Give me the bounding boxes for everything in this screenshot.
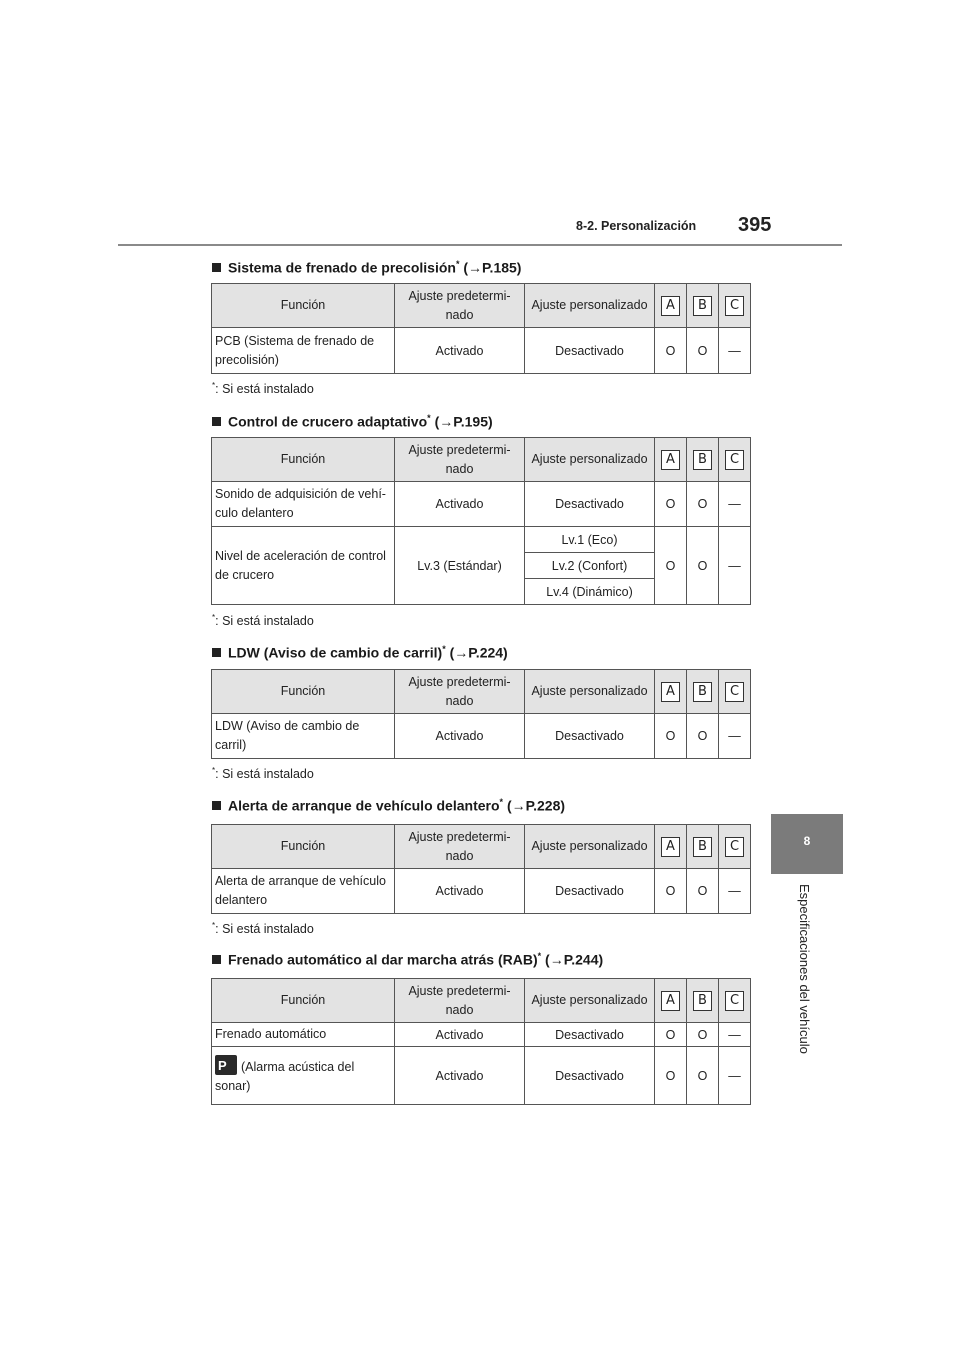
table-header-row [212,284,751,328]
cell-pers-option: Lv.1 (Eco) [525,527,655,553]
cell-pers: Desactivado [525,1023,655,1047]
footnote: *: Si está instalado [212,381,314,397]
square-bullet-icon [212,955,221,964]
section-title-pcb: Sistema de frenado de precolisión* (→P.185) [212,259,521,276]
cell-predet: Activado [395,1023,525,1047]
col-header-a: A [661,682,680,702]
cell-b: O [687,1023,719,1047]
cell-b: O [687,1047,719,1105]
cell-a: O [655,1023,687,1047]
table-header-row [212,825,751,869]
col-header-a: A [661,296,680,316]
col-header-funcion: Función [212,438,395,482]
chapter-tab [771,814,843,874]
cell-c: — [719,1047,751,1105]
col-header-ajuste-pers: Ajuste personalizado [525,670,655,714]
cell-pers: Desactivado [525,328,655,374]
col-header-b: B [693,837,712,857]
cell-pers: Desactivado [525,869,655,914]
cell-b: O [687,482,719,527]
col-header-c: C [725,450,744,470]
section-title-rab: Frenado automático al dar marcha atrás (RAB)* (→P.244) [212,951,603,968]
cell-a: O [655,869,687,914]
cell-funcion: Alerta de arranque de vehículo delantero [212,869,395,914]
cell-pers: Desactivado [525,1047,655,1105]
col-header-c: C [725,682,744,702]
col-header-a: A [661,991,680,1011]
footnote: *: Si está instalado [212,921,314,937]
section-title-alerta-arranque: Alerta de arranque de vehículo delantero* (→P.228) [212,797,565,814]
settings-table-acc [211,437,751,605]
cell-funcion: P (Alarma acústica del sonar) [212,1047,395,1105]
cell-c: — [719,1023,751,1047]
col-header-funcion: Función [212,825,395,869]
cell-c: — [719,482,751,527]
table-row [212,714,751,759]
col-header-ajuste-pers: Ajuste personalizado [525,438,655,482]
table-row [212,1047,751,1105]
cell-a: O [655,714,687,759]
cell-pers: Desactivado [525,714,655,759]
col-header-ajuste-pers: Ajuste personalizado [525,825,655,869]
col-header-funcion: Función [212,979,395,1023]
col-header-b: B [693,991,712,1011]
table-row [212,869,751,914]
header-divider [118,244,842,246]
table-row [212,1023,751,1047]
page-number: 395 [738,214,772,236]
cell-predet: Activado [395,482,525,527]
cell-predet: Activado [395,328,525,374]
cell-predet: Lv.3 (Estándar) [395,527,525,605]
col-header-ajuste-predet: Ajuste predetermi-nado [395,284,525,328]
parking-sonar-icon: P [215,1055,237,1075]
table-row [212,328,751,374]
table-header-row [212,670,751,714]
settings-table-pcb [211,283,751,374]
col-header-ajuste-predet: Ajuste predetermi-nado [395,670,525,714]
col-header-b: B [693,450,712,470]
settings-table-alerta-arranque [211,824,751,914]
cell-a: O [655,482,687,527]
cell-c: — [719,328,751,374]
square-bullet-icon [212,648,221,657]
col-header-b: B [693,682,712,702]
cell-c: — [719,527,751,605]
col-header-a: A [661,450,680,470]
cell-funcion: LDW (Aviso de cambio de carril) [212,714,395,759]
cell-a: O [655,328,687,374]
col-header-c: C [725,296,744,316]
chapter-title: Especificaciones del vehículo [797,884,812,1054]
chapter-number: 8 [803,834,811,848]
square-bullet-icon [212,801,221,810]
col-header-funcion: Función [212,670,395,714]
section-title-ldw: LDW (Aviso de cambio de carril)* (→P.224) [212,644,508,661]
cell-funcion: Nivel de aceleración de control de crucero [212,527,395,605]
col-header-c: C [725,991,744,1011]
cell-b: O [687,714,719,759]
cell-predet: Activado [395,714,525,759]
square-bullet-icon [212,417,221,426]
square-bullet-icon [212,263,221,272]
cell-c: — [719,714,751,759]
settings-table-rab [211,978,751,1105]
footnote: *: Si está instalado [212,613,314,629]
section-heading: 8-2. Personalización [576,219,697,233]
cell-a: O [655,527,687,605]
col-header-b: B [693,296,712,316]
col-header-ajuste-pers: Ajuste personalizado [525,284,655,328]
col-header-ajuste-predet: Ajuste predetermi-nado [395,438,525,482]
cell-c: — [719,869,751,914]
cell-b: O [687,527,719,605]
cell-a: O [655,1047,687,1105]
cell-pers-option: Lv.4 (Dinámico) [525,579,655,605]
cell-funcion: Frenado automático [212,1023,395,1047]
footnote: *: Si está instalado [212,766,314,782]
table-row [212,482,751,527]
table-header-row [212,979,751,1023]
settings-table-ldw [211,669,751,759]
col-header-funcion: Función [212,284,395,328]
cell-b: O [687,869,719,914]
cell-predet: Activado [395,869,525,914]
cell-predet: Activado [395,1047,525,1105]
cell-pers: Desactivado [525,482,655,527]
cell-funcion: PCB (Sistema de frenado de precolisión) [212,328,395,374]
col-header-c: C [725,837,744,857]
col-header-a: A [661,837,680,857]
col-header-ajuste-pers: Ajuste personalizado [525,979,655,1023]
cell-pers-option: Lv.2 (Confort) [525,553,655,579]
section-title-acc: Control de crucero adaptativo* (→P.195) [212,413,493,430]
table-header-row [212,438,751,482]
cell-b: O [687,328,719,374]
col-header-ajuste-predet: Ajuste predetermi-nado [395,979,525,1023]
cell-funcion: Sonido de adquisición de vehí-culo delantero [212,482,395,527]
col-header-ajuste-predet: Ajuste predetermi-nado [395,825,525,869]
table-row [212,527,751,553]
